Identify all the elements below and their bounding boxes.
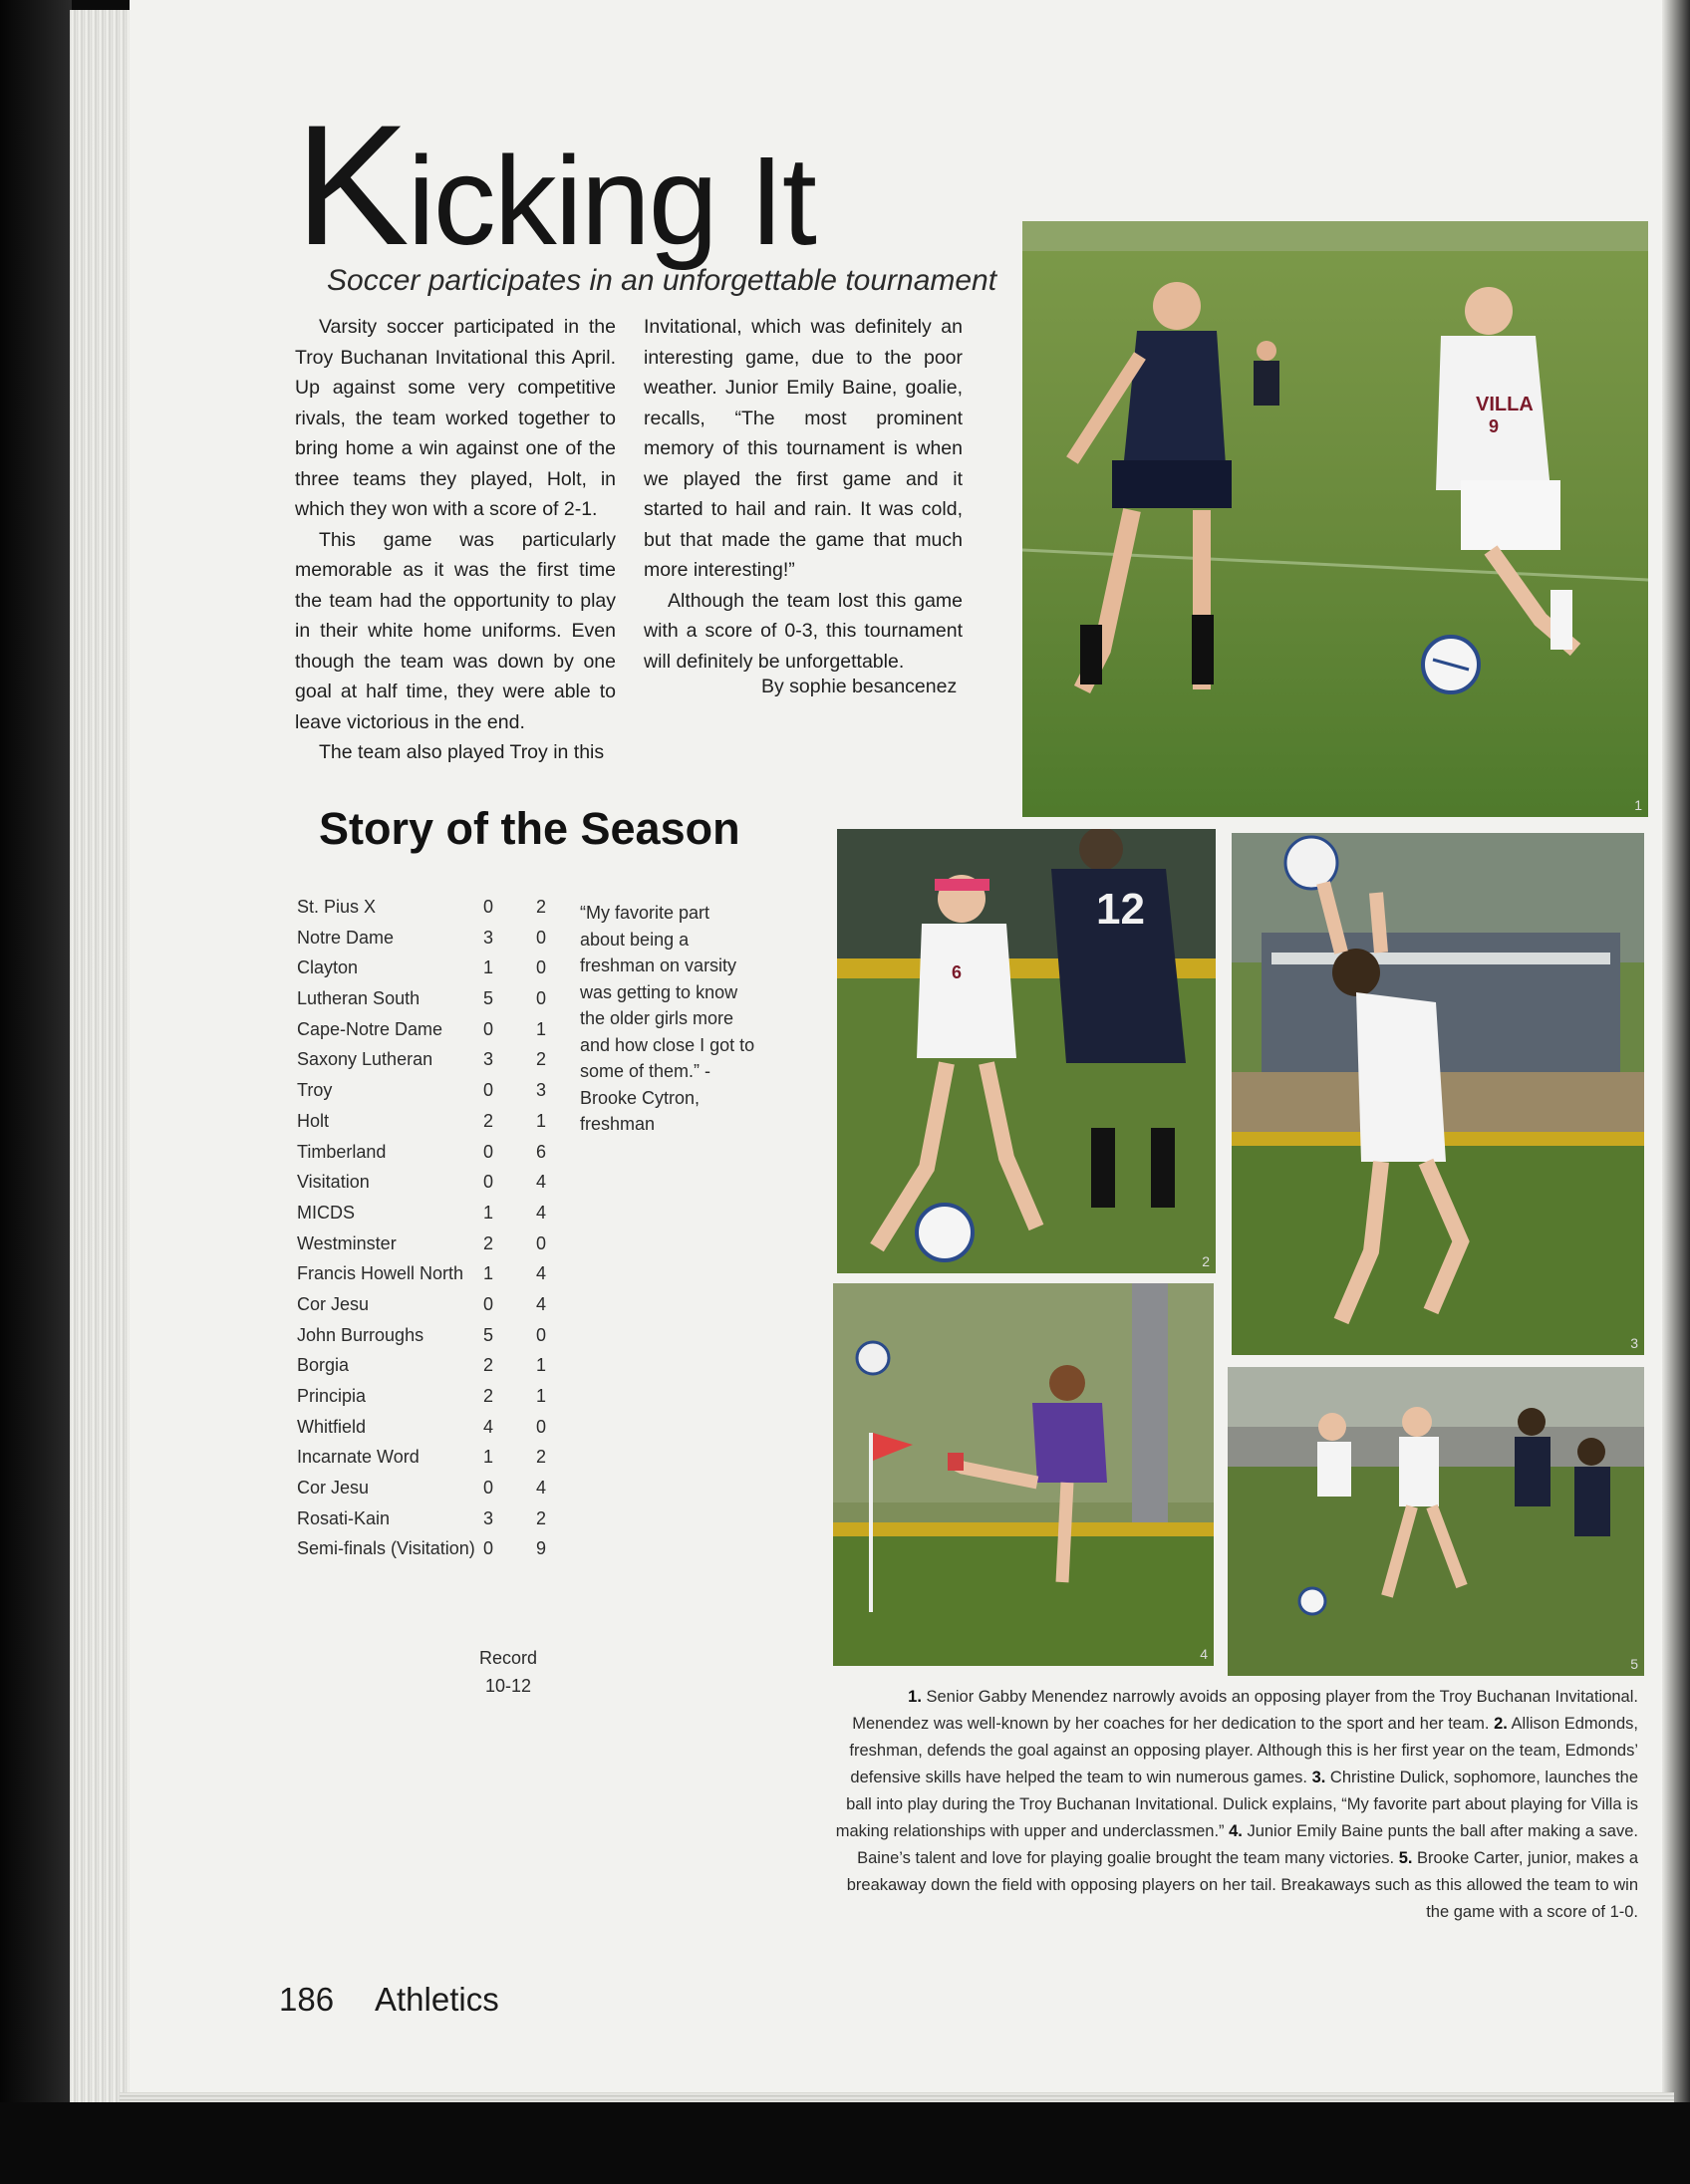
opponent-name: Lutheran South	[297, 988, 421, 1009]
villa-score: 0	[482, 1018, 493, 1039]
score-row	[297, 1019, 566, 1050]
title-initial: K	[295, 90, 408, 281]
opponent-name: Troy	[297, 1080, 333, 1101]
opponent-score: 0	[535, 1416, 546, 1437]
score-row	[297, 988, 566, 1019]
villa-score: 2	[482, 1232, 493, 1253]
season-scoreboard	[297, 897, 566, 1569]
photo-1-gabby-menendez	[1022, 221, 1648, 817]
opponent-score: 1	[535, 1110, 546, 1131]
page-number: 186	[279, 1981, 335, 2018]
villa-jersey-text: VILLA	[1476, 394, 1534, 415]
opponent-score: 2	[535, 1507, 546, 1528]
title-rest: icking It	[407, 131, 815, 271]
opponent-score: 2	[535, 1049, 546, 1070]
villa-score: 0	[482, 1080, 493, 1101]
opponent-name: Semi-finals (Visitation)	[297, 1538, 475, 1559]
record-value: 10-12	[484, 1676, 532, 1696]
article-paragraph: Although the team lost this game with a score of 0-3, this tournament will definitely be unforgettable.	[644, 589, 963, 673]
villa-score: 0	[482, 1172, 493, 1193]
photo-5-brooke-carter	[1228, 1367, 1644, 1676]
season-heading: Story of the Season	[319, 803, 740, 854]
villa-score: 1	[482, 1263, 493, 1284]
opponent-name: Notre Dame	[297, 927, 395, 948]
opponent-name: Francis Howell North	[297, 1263, 464, 1284]
jersey-number: 9	[1489, 416, 1500, 436]
score-row	[297, 928, 566, 958]
opponent-name: Timberland	[297, 1141, 387, 1162]
opponent-score: 2	[535, 897, 546, 917]
article-paragraph: Invitational, which was definitely an interesting game, due to the poor weather. Junior Emily Baine, goalie, recalls, “The most prominent memory of this tournament is when we played the first game and it started to hail and rain. It was cold, but that made the game that much more interesting!”	[644, 316, 963, 581]
article-paragraph: This game was particularly memorable as it was the first time the team had the opportunity to play in their white home uniforms. Even though the team was down by one goal at half time, they were able to leave victorious in the end.	[295, 528, 616, 733]
opponent-name: Holt	[297, 1110, 330, 1131]
page-subtitle: Soccer participates in an unforgettable tournament	[327, 264, 997, 297]
villa-score: 1	[482, 1447, 493, 1468]
opponent-score: 0	[535, 957, 546, 978]
score-row	[297, 1263, 566, 1294]
page-stack-edge	[70, 10, 134, 2112]
opponent-score: 3	[535, 1080, 546, 1101]
opponent-score: 4	[535, 1263, 546, 1284]
villa-score: 2	[482, 1355, 493, 1376]
villa-score: 3	[482, 927, 493, 948]
article-paragraph: The team also played Troy in this	[319, 741, 605, 763]
caption-number: 5.	[1398, 1849, 1413, 1867]
opponent-name: Clayton	[297, 957, 359, 978]
villa-score: 2	[482, 1386, 493, 1406]
score-row	[297, 1417, 566, 1448]
villa-score: 0	[482, 1293, 493, 1314]
score-row	[297, 1080, 566, 1111]
opponent-name: Whitfield	[297, 1416, 367, 1437]
player-quote: “My favorite part about being a freshman on varsity was getting to know the older girls more and how close I got to some of them.” - Brooke Cytron, freshman	[580, 903, 755, 1134]
villa-score: 1	[482, 957, 493, 978]
score-row	[297, 1325, 566, 1356]
opponent-name: Westminster	[297, 1232, 397, 1253]
opponent-name: Saxony Lutheran	[297, 1049, 433, 1070]
photo-number: 5	[1630, 1656, 1638, 1672]
score-row	[297, 1386, 566, 1417]
villa-score: 3	[482, 1049, 493, 1070]
score-row	[297, 1478, 566, 1508]
opponent-name: Incarnate Word	[297, 1447, 420, 1468]
caption-text: Senior Gabby Menendez narrowly avoids an opposing player from the Troy Buchanan Invitational. Menendez was well-known by her coaches for her dedication to the sport and her team.	[852, 1688, 1638, 1733]
villa-score: 0	[482, 1141, 493, 1162]
villa-score: 2	[482, 1110, 493, 1131]
score-row	[297, 1233, 566, 1264]
opponent-score: 4	[535, 1172, 546, 1193]
villa-score: 0	[482, 1538, 493, 1559]
page-title	[295, 90, 815, 281]
caption-text: Christine Dulick, sophomore, launches the ball into play during the Troy Buchanan Invitational. Dulick explains, “My favorite part about playing for Villa is making relationships with upper and underclassmen.”	[835, 1769, 1638, 1840]
villa-score: 3	[482, 1507, 493, 1528]
opponent-score: 1	[535, 1386, 546, 1406]
score-row	[297, 1049, 566, 1080]
villa-score: 0	[482, 1478, 493, 1499]
score-row	[297, 1447, 566, 1478]
photo-2-allison-edmonds	[837, 829, 1216, 1273]
score-row	[297, 1508, 566, 1539]
photo-number: 4	[1200, 1646, 1208, 1662]
caption-text: Brooke Carter, junior, makes a breakaway down the field with opposing players on her tail. Breakaways such as this allowed the team to win the game with a score of 1-0.	[846, 1849, 1638, 1921]
opponent-name: John Burroughs	[297, 1324, 424, 1345]
book-spine	[0, 0, 72, 2184]
season-record	[468, 1644, 548, 1700]
score-row	[297, 1111, 566, 1142]
score-row	[297, 1142, 566, 1173]
photo-number: 1	[1634, 797, 1642, 813]
opponent-score: 4	[535, 1478, 546, 1499]
opponent-score: 6	[535, 1141, 546, 1162]
opponent-score: 0	[535, 1324, 546, 1345]
score-row	[297, 1294, 566, 1325]
score-row	[297, 1172, 566, 1203]
opponent-name: Cape-Notre Dame	[297, 1018, 443, 1039]
caption-text: Allison Edmonds, freshman, defends the goal against an opposing player. Although this is her first year on the team, Edmonds’ defensive skills have helped the team to win numerous games.	[849, 1715, 1638, 1786]
photo-3-christine-dulick	[1232, 833, 1644, 1355]
score-row	[297, 1538, 566, 1569]
opponent-score: 1	[535, 1355, 546, 1376]
opponent-score: 9	[535, 1538, 546, 1559]
opponent-name: MICDS	[297, 1202, 355, 1223]
jersey-number: 6	[952, 962, 963, 982]
background-band	[0, 2102, 1690, 2184]
photo-captions	[827, 1684, 1638, 1926]
villa-score: 1	[482, 1202, 493, 1223]
caption-number: 4.	[1229, 1822, 1243, 1840]
caption-text: Junior Emily Baine punts the ball after making a save. Baine’s talent and love for playing goalie brought the team many victories.	[857, 1822, 1638, 1867]
photo-4-emily-baine	[833, 1283, 1214, 1666]
photo-number: 2	[1202, 1253, 1210, 1269]
score-row	[297, 957, 566, 988]
photo-number: 3	[1630, 1335, 1638, 1351]
opponent-score: 4	[535, 1293, 546, 1314]
score-row	[297, 1355, 566, 1386]
opponent-score: 2	[535, 1447, 546, 1468]
opponent-name: St. Pius X	[297, 897, 377, 917]
caption-number: 1.	[908, 1688, 922, 1706]
opponent-score: 1	[535, 1018, 546, 1039]
opponent-name: Visitation	[297, 1172, 370, 1193]
jersey-number: 12	[1096, 885, 1145, 934]
score-row	[297, 897, 566, 928]
score-row	[297, 1203, 566, 1233]
article-column-2	[644, 312, 963, 677]
opponent-score: 4	[535, 1202, 546, 1223]
villa-score: 4	[482, 1416, 493, 1437]
caption-number: 2.	[1494, 1715, 1508, 1733]
opponent-name: Rosati-Kain	[297, 1507, 391, 1528]
opponent-name: Cor Jesu	[297, 1478, 370, 1499]
article-paragraph: Varsity soccer participated in the Troy Buchanan Invitational this April. Up against some very competitive rivals, the team worked together to bring home a win against one of the three teams they played, Holt, in which they won with a score of 2-1.	[295, 316, 616, 520]
opponent-score: 0	[535, 988, 546, 1009]
record-label: Record	[478, 1648, 538, 1668]
page-gutter	[1662, 0, 1690, 2142]
byline: By sophie besancenez	[761, 676, 958, 697]
opponent-name: Borgia	[297, 1355, 350, 1376]
villa-score: 5	[482, 1324, 493, 1345]
opponent-score: 0	[535, 1232, 546, 1253]
villa-score: 5	[482, 988, 493, 1009]
opponent-name: Cor Jesu	[297, 1293, 370, 1314]
opponent-score: 0	[535, 927, 546, 948]
article-column-1	[295, 312, 616, 768]
section-name: Athletics	[375, 1981, 499, 2018]
caption-number: 3.	[1311, 1769, 1326, 1786]
villa-score: 0	[482, 897, 493, 917]
opponent-name: Principia	[297, 1386, 367, 1406]
